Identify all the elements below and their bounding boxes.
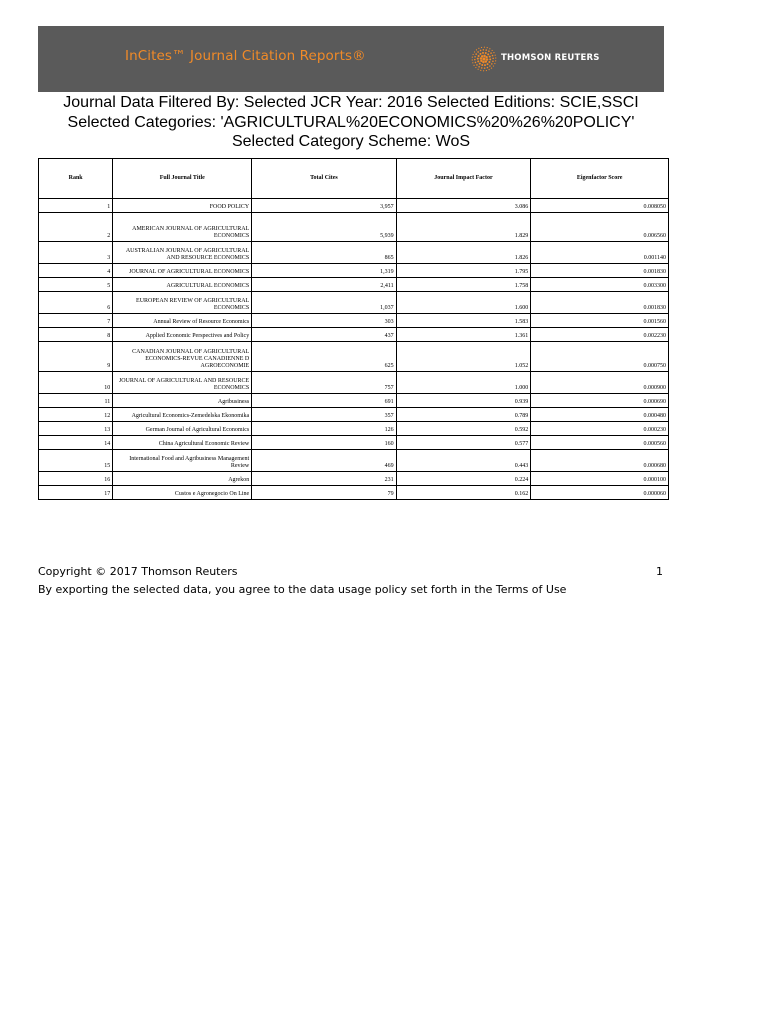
cell-eigenfactor: 0.003300 bbox=[531, 278, 669, 292]
cell-title: EUROPEAN REVIEW OF AGRICULTURAL ECONOMICS bbox=[113, 292, 252, 314]
cell-total-cites: 160 bbox=[252, 436, 396, 450]
cell-total-cites: 437 bbox=[252, 328, 396, 342]
cell-impact-factor: 1.826 bbox=[396, 242, 531, 264]
cell-rank: 1 bbox=[39, 199, 113, 213]
table-row bbox=[39, 264, 669, 278]
table-row bbox=[39, 342, 669, 372]
table-row bbox=[39, 242, 669, 264]
thomson-reuters-wordmark: THOMSON REUTERS bbox=[501, 53, 600, 63]
cell-eigenfactor: 0.000100 bbox=[531, 472, 669, 486]
table-row bbox=[39, 199, 669, 213]
cell-impact-factor: 0.443 bbox=[396, 450, 531, 472]
table-row bbox=[39, 486, 669, 500]
copyright-text: Copyright © 2017 Thomson Reuters bbox=[38, 565, 238, 578]
cell-eigenfactor: 0.006560 bbox=[531, 213, 669, 242]
column-header-impact-factor: Journal Impact Factor bbox=[396, 159, 531, 199]
cell-eigenfactor: 0.008050 bbox=[531, 199, 669, 213]
cell-impact-factor: 1.795 bbox=[396, 264, 531, 278]
cell-impact-factor: 1.361 bbox=[396, 328, 531, 342]
cell-eigenfactor: 0.001830 bbox=[531, 292, 669, 314]
table-row bbox=[39, 472, 669, 486]
cell-total-cites: 469 bbox=[252, 450, 396, 472]
cell-rank: 10 bbox=[39, 372, 113, 394]
report-banner bbox=[38, 26, 664, 92]
table-row bbox=[39, 372, 669, 394]
filter-heading-categories: Selected Categories: 'AGRICULTURAL%20ECONOMICS%20%26%20POLICY' bbox=[67, 113, 635, 131]
cell-total-cites: 79 bbox=[252, 486, 396, 500]
cell-rank: 15 bbox=[39, 450, 113, 472]
cell-total-cites: 126 bbox=[252, 422, 396, 436]
filter-heading-scheme: Selected Category Scheme: WoS bbox=[231, 133, 471, 150]
cell-title: International Food and Agribusiness Management Review bbox=[113, 450, 252, 472]
cell-eigenfactor: 0.000230 bbox=[531, 422, 669, 436]
journal-data-table bbox=[38, 158, 669, 500]
cell-title: JOURNAL OF AGRICULTURAL AND RESOURCE ECONOMICS bbox=[113, 372, 252, 394]
cell-eigenfactor: 0.000900 bbox=[531, 372, 669, 394]
cell-title: Agribusiness bbox=[113, 394, 252, 408]
cell-title: FOOD POLICY bbox=[113, 199, 252, 213]
table-row bbox=[39, 328, 669, 342]
cell-total-cites: 757 bbox=[252, 372, 396, 394]
cell-total-cites: 303 bbox=[252, 314, 396, 328]
column-header-eigenfactor: Eigenfactor Score bbox=[531, 159, 669, 199]
table-row bbox=[39, 394, 669, 408]
cell-rank: 17 bbox=[39, 486, 113, 500]
cell-impact-factor: 0.162 bbox=[396, 486, 531, 500]
table-header-row bbox=[39, 159, 669, 199]
cell-rank: 5 bbox=[39, 278, 113, 292]
cell-title: Annual Review of Resource Economics bbox=[113, 314, 252, 328]
cell-eigenfactor: 0.000750 bbox=[531, 342, 669, 372]
column-header-total-cites: Total Cites bbox=[252, 159, 396, 199]
table-row bbox=[39, 213, 669, 242]
cell-rank: 4 bbox=[39, 264, 113, 278]
cell-eigenfactor: 0.000480 bbox=[531, 408, 669, 422]
cell-rank: 11 bbox=[39, 394, 113, 408]
cell-impact-factor: 1.758 bbox=[396, 278, 531, 292]
column-header-rank: Rank bbox=[39, 159, 113, 199]
cell-impact-factor: 0.939 bbox=[396, 394, 531, 408]
filter-headings bbox=[0, 93, 702, 152]
table-row bbox=[39, 314, 669, 328]
cell-eigenfactor: 0.001560 bbox=[531, 314, 669, 328]
cell-rank: 7 bbox=[39, 314, 113, 328]
column-header-title: Full Journal Title bbox=[113, 159, 252, 199]
cell-title: AUSTRALIAN JOURNAL OF AGRICULTURAL AND RESOURCE ECONOMICS bbox=[113, 242, 252, 264]
cell-rank: 14 bbox=[39, 436, 113, 450]
cell-total-cites: 2,411 bbox=[252, 278, 396, 292]
table-row bbox=[39, 278, 669, 292]
cell-impact-factor: 1.600 bbox=[396, 292, 531, 314]
cell-impact-factor: 1.000 bbox=[396, 372, 531, 394]
cell-total-cites: 231 bbox=[252, 472, 396, 486]
cell-eigenfactor: 0.002230 bbox=[531, 328, 669, 342]
cell-rank: 16 bbox=[39, 472, 113, 486]
cell-total-cites: 1,319 bbox=[252, 264, 396, 278]
table-row bbox=[39, 292, 669, 314]
cell-title: China Agricultural Economic Review bbox=[113, 436, 252, 450]
cell-impact-factor: 0.577 bbox=[396, 436, 531, 450]
cell-title: Custos e Agronegocio On Line bbox=[113, 486, 252, 500]
cell-eigenfactor: 0.001830 bbox=[531, 264, 669, 278]
cell-total-cites: 1,037 bbox=[252, 292, 396, 314]
cell-total-cites: 865 bbox=[252, 242, 396, 264]
cell-title: Agrekon bbox=[113, 472, 252, 486]
incites-jcr-logo-text: InCites™ Journal Citation Reports® bbox=[125, 48, 366, 64]
cell-rank: 2 bbox=[39, 213, 113, 242]
cell-total-cites: 625 bbox=[252, 342, 396, 372]
table-row bbox=[39, 422, 669, 436]
cell-title: CANADIAN JOURNAL OF AGRICULTURAL ECONOMICS-REVUE CANADIENNE D AGROECONOMIE bbox=[113, 342, 252, 372]
cell-rank: 6 bbox=[39, 292, 113, 314]
cell-impact-factor: 1.829 bbox=[396, 213, 531, 242]
cell-title: AMERICAN JOURNAL OF AGRICULTURAL ECONOMICS bbox=[113, 213, 252, 242]
cell-total-cites: 3,957 bbox=[252, 199, 396, 213]
cell-title: German Journal of Agricultural Economics bbox=[113, 422, 252, 436]
data-usage-notice: By exporting the selected data, you agree to the data usage policy set forth in the Terms of Use bbox=[38, 583, 567, 596]
cell-impact-factor: 0.224 bbox=[396, 472, 531, 486]
table-row bbox=[39, 436, 669, 450]
page-number: 1 bbox=[656, 565, 663, 578]
cell-rank: 9 bbox=[39, 342, 113, 372]
cell-total-cites: 5,939 bbox=[252, 213, 396, 242]
cell-total-cites: 357 bbox=[252, 408, 396, 422]
cell-impact-factor: 3.086 bbox=[396, 199, 531, 213]
cell-impact-factor: 0.592 bbox=[396, 422, 531, 436]
table-row bbox=[39, 450, 669, 472]
cell-rank: 3 bbox=[39, 242, 113, 264]
cell-rank: 13 bbox=[39, 422, 113, 436]
cell-title: AGRICULTURAL ECONOMICS bbox=[113, 278, 252, 292]
thomson-reuters-logo-icon bbox=[471, 46, 497, 72]
filter-heading-year-editions: Journal Data Filtered By: Selected JCR Year: 2016 Selected Editions: SCIE,SSCI bbox=[63, 94, 639, 111]
cell-eigenfactor: 0.001140 bbox=[531, 242, 669, 264]
cell-eigenfactor: 0.000560 bbox=[531, 436, 669, 450]
cell-title: Agricultural Economics-Zemedelska Ekonomika bbox=[113, 408, 252, 422]
cell-title: JOURNAL OF AGRICULTURAL ECONOMICS bbox=[113, 264, 252, 278]
cell-eigenfactor: 0.000060 bbox=[531, 486, 669, 500]
cell-eigenfactor: 0.000690 bbox=[531, 394, 669, 408]
cell-impact-factor: 1.583 bbox=[396, 314, 531, 328]
cell-total-cites: 691 bbox=[252, 394, 396, 408]
cell-rank: 8 bbox=[39, 328, 113, 342]
table-row bbox=[39, 408, 669, 422]
cell-eigenfactor: 0.000680 bbox=[531, 450, 669, 472]
cell-title: Applied Economic Perspectives and Policy bbox=[113, 328, 252, 342]
cell-impact-factor: 0.789 bbox=[396, 408, 531, 422]
cell-impact-factor: 1.052 bbox=[396, 342, 531, 372]
cell-rank: 12 bbox=[39, 408, 113, 422]
